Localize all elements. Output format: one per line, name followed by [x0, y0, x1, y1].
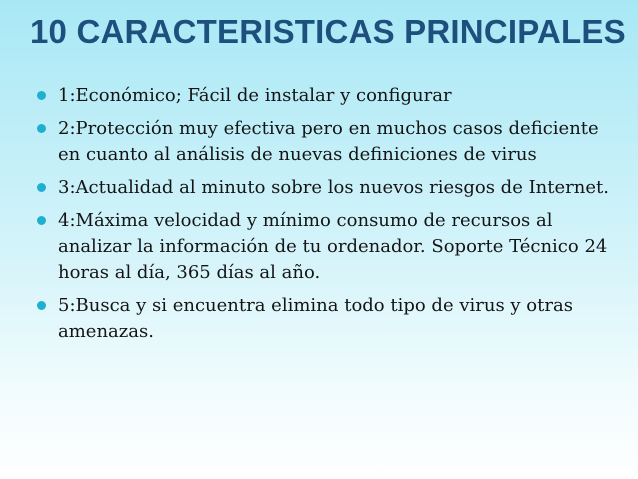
bullet-list [24, 83, 614, 352]
slide-title: 10 CARACTERISTICAS PRINCIPALES [30, 13, 626, 50]
bullet-item-2: 2:Protección muy efectiva pero en muchos casos deficiente en cuanto al análisis de nuevas definiciones de virus [24, 116, 614, 168]
slide-bottom-strip [0, 473, 638, 479]
bullet-item-1: 1:Económico; Fácil de instalar y configurar [24, 83, 614, 109]
bullet-item-4: 4:Máxima velocidad y mínimo consumo de recursos al analizar la información de tu ordenador. Soporte Técnico 24 horas al día, 365 días al año. [24, 208, 614, 286]
bullet-item-5: 5:Busca y si encuentra elimina todo tipo de virus y otras amenazas. [24, 293, 614, 345]
bullet-item-3: 3:Actualidad al minuto sobre los nuevos riesgos de Internet. [24, 175, 614, 201]
